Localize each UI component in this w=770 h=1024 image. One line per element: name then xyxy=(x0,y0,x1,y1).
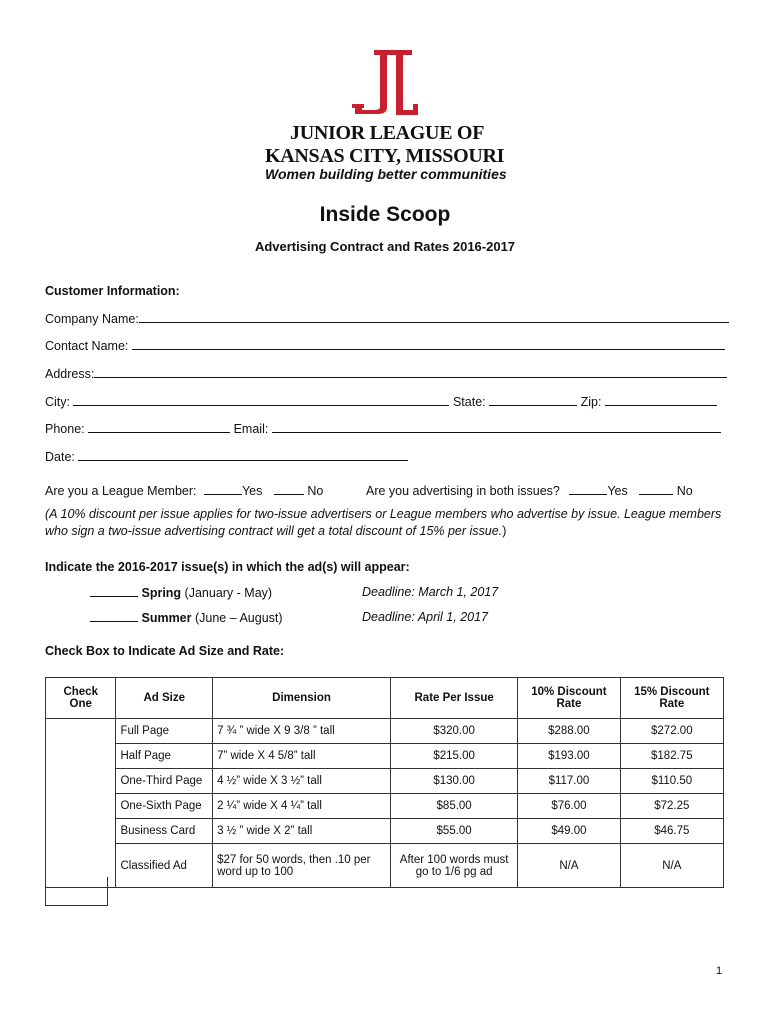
member-no-label: No xyxy=(307,484,324,498)
rate-cell: After 100 words must go to 1/6 pg ad xyxy=(391,844,518,888)
table-header-row xyxy=(46,678,724,719)
phone-email-row xyxy=(45,421,721,436)
date-row xyxy=(45,449,408,464)
rates-heading: Check Box to Indicate Ad Size and Rate: xyxy=(45,644,285,658)
spring-months: (January - May) xyxy=(181,586,273,600)
both-issues-question: Are you advertising in both issues? xyxy=(366,484,560,498)
ad-size-cell: Business Card xyxy=(116,819,213,844)
email-label: Email: xyxy=(233,422,269,436)
summer-field[interactable] xyxy=(90,610,138,622)
rate-cell: $215.00 xyxy=(391,744,518,769)
page-title: Inside Scoop xyxy=(319,203,451,226)
date-label: Date: xyxy=(45,450,75,464)
col-ad-size: Ad Size xyxy=(116,678,213,719)
member-question: Are you a League Member: xyxy=(45,484,197,498)
discount10-cell: N/A xyxy=(518,844,620,888)
summer-row xyxy=(90,610,283,625)
summer-months: (June – August) xyxy=(191,611,283,625)
col-rate-per-issue: Rate Per Issue xyxy=(391,678,518,719)
col-15-discount: 15% Discount Rate xyxy=(620,678,723,719)
dimension-cell: 4 ½” wide X 3 ½” tall xyxy=(213,769,391,794)
table-row xyxy=(46,769,724,794)
discount10-cell: $193.00 xyxy=(518,744,620,769)
ad-size-cell: Full Page xyxy=(116,719,213,744)
city-field[interactable] xyxy=(73,394,449,406)
spring-field[interactable] xyxy=(90,585,138,597)
ad-size-cell: One-Sixth Page xyxy=(116,794,213,819)
email-field[interactable] xyxy=(272,421,721,433)
rate-cell: $55.00 xyxy=(391,819,518,844)
member-yes-label: Yes xyxy=(241,484,263,498)
table-row xyxy=(46,794,724,819)
member-no-field[interactable] xyxy=(274,483,304,495)
state-field[interactable] xyxy=(489,394,577,406)
spring-name: Spring xyxy=(141,586,182,600)
issues-heading: Indicate the 2016-2017 issue(s) in which the ad(s) will appear: xyxy=(45,560,410,574)
discount15-cell: $272.00 xyxy=(620,719,723,744)
address-label: Address: xyxy=(45,367,95,381)
discount-note-text: (A 10% discount per issue applies for two-issue advertisers or League members who advertise by issue. League members who sign a two-issue advertising contract will get a total discount of 15% per issue. xyxy=(45,507,722,538)
address-row xyxy=(45,366,727,381)
table-row xyxy=(46,719,724,744)
customer-info-heading: Customer Information: xyxy=(45,284,180,298)
discount15-cell: $72.25 xyxy=(620,794,723,819)
org-tagline: Women building better communities xyxy=(265,166,507,182)
org-name-line2: KANSAS CITY, MISSOURI xyxy=(265,145,505,167)
discount10-cell: $49.00 xyxy=(518,819,620,844)
table-row xyxy=(46,844,724,888)
discount10-cell: $76.00 xyxy=(518,794,620,819)
rate-cell: $320.00 xyxy=(391,719,518,744)
ad-size-cell: Classified Ad xyxy=(116,844,213,888)
col-check-one: Check One xyxy=(46,678,116,719)
company-label: Company Name: xyxy=(45,312,139,326)
spring-deadline: Deadline: March 1, 2017 xyxy=(362,585,499,599)
zip-field[interactable] xyxy=(605,394,717,406)
zip-label: Zip: xyxy=(580,395,602,409)
rate-cell: $130.00 xyxy=(391,769,518,794)
date-field[interactable] xyxy=(78,449,408,461)
page-number: 1 xyxy=(716,965,723,977)
discount-note xyxy=(45,506,735,540)
summer-name: Summer xyxy=(141,611,192,625)
discount15-cell: $182.75 xyxy=(620,744,723,769)
both-no-field[interactable] xyxy=(639,483,673,495)
company-row xyxy=(45,311,729,326)
discount-note-close: ) xyxy=(502,524,507,538)
org-name-line1: JUNIOR LEAGUE OF xyxy=(290,122,485,144)
phone-label: Phone: xyxy=(45,422,85,436)
city-label: City: xyxy=(45,395,70,409)
discount15-cell: $46.75 xyxy=(620,819,723,844)
both-yes-field[interactable] xyxy=(569,483,607,495)
rates-table xyxy=(45,677,724,888)
rate-cell: $85.00 xyxy=(391,794,518,819)
both-no-label: No xyxy=(676,484,693,498)
ad-size-cell: Half Page xyxy=(116,744,213,769)
contact-row xyxy=(45,338,725,353)
dimension-cell: 7 ¾ ” wide X 9 3/8 ” tall xyxy=(213,719,391,744)
discount15-cell: $110.50 xyxy=(620,769,723,794)
both-issues-row xyxy=(366,483,693,498)
address-field[interactable] xyxy=(94,366,727,378)
summer-deadline: Deadline: April 1, 2017 xyxy=(362,610,489,624)
discount10-cell: $117.00 xyxy=(518,769,620,794)
company-field[interactable] xyxy=(139,311,729,323)
dimension-cell: 7” wide X 4 5/8” tall xyxy=(213,744,391,769)
contact-label: Contact Name: xyxy=(45,339,129,353)
both-yes-label: Yes xyxy=(607,484,628,498)
dimension-cell: $27 for 50 words, then .10 per word up to 100 xyxy=(213,844,391,888)
table-row xyxy=(46,744,724,769)
phone-field[interactable] xyxy=(88,421,230,433)
discount15-cell: N/A xyxy=(620,844,723,888)
col-dimension: Dimension xyxy=(213,678,391,719)
state-label: State: xyxy=(452,395,486,409)
col-10-discount: 10% Discount Rate xyxy=(518,678,620,719)
city-row xyxy=(45,394,717,409)
spring-row xyxy=(90,585,272,600)
table-row xyxy=(46,819,724,844)
check-column-extension xyxy=(45,877,108,906)
discount10-cell: $288.00 xyxy=(518,719,620,744)
dimension-cell: 2 ¼” wide X 4 ¼” tall xyxy=(213,794,391,819)
check-box-cell[interactable] xyxy=(46,719,116,888)
member-question-row xyxy=(45,483,323,498)
page-subtitle: Advertising Contract and Rates 2016-2017 xyxy=(254,239,516,254)
member-yes-field[interactable] xyxy=(204,483,242,495)
contact-field[interactable] xyxy=(132,338,725,350)
dimension-cell: 3 ½ ” wide X 2” tall xyxy=(213,819,391,844)
ad-size-cell: One-Third Page xyxy=(116,769,213,794)
